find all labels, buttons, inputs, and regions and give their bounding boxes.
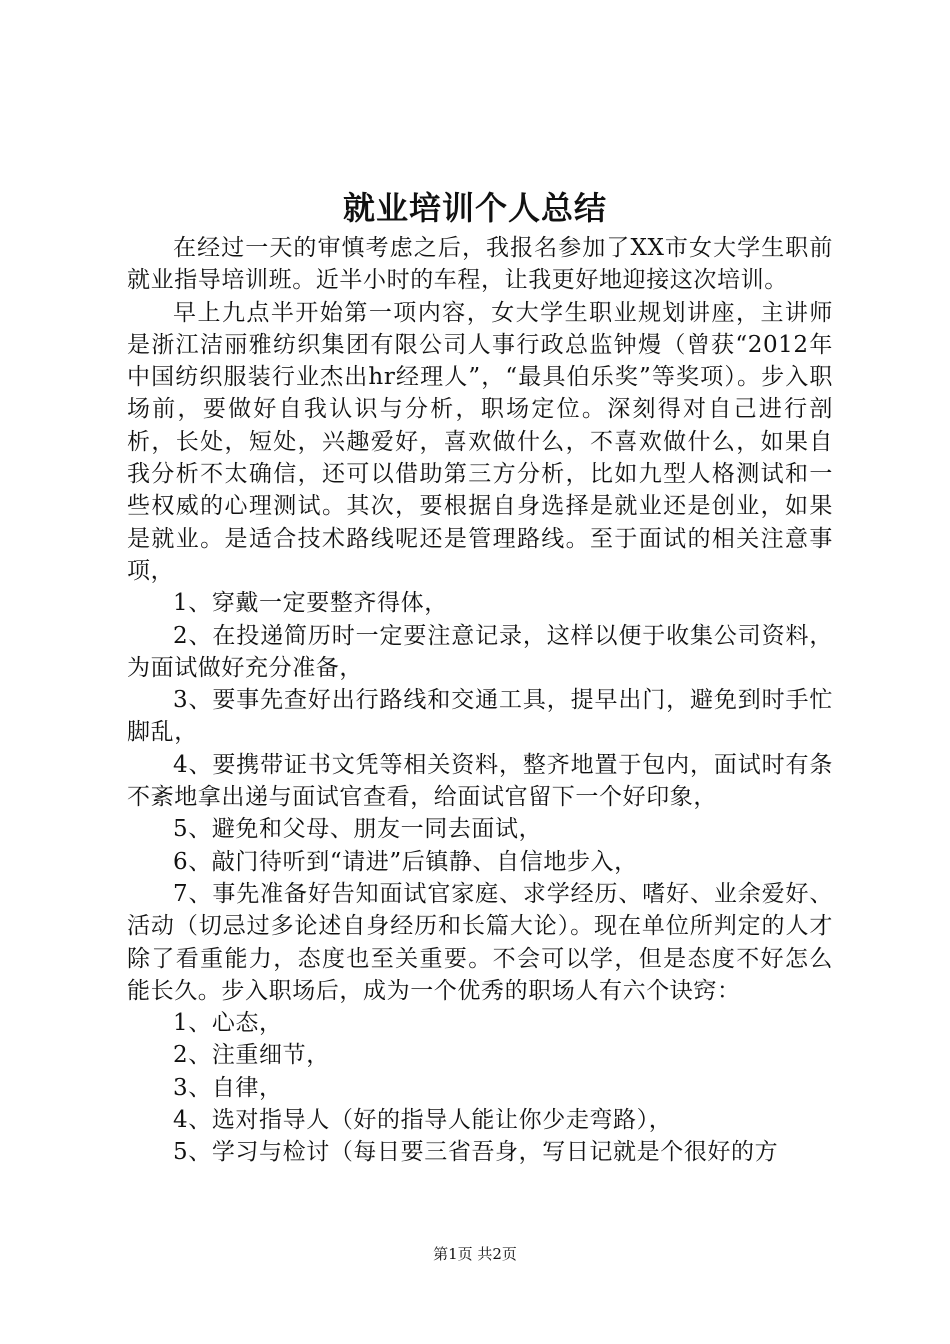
list-item: 4、要携带证书文凭等相关资料，整齐地置于包内，面试时有条不紊地拿出递与面试官查看，给面试官留下一个好印象， bbox=[127, 751, 833, 811]
list-item: 2、注重细节， bbox=[173, 1042, 330, 1069]
document-title: 就业培训个人总结 bbox=[342, 189, 607, 227]
page-number-footer: 第1页 共2页 bbox=[433, 1245, 517, 1263]
list-item: 5、学习与检讨（每日要三省吾身，写日记就是个很好的方 bbox=[173, 1139, 779, 1166]
list-item: 7、事先准备好告知面试官家庭、求学经历、嗜好、业余爱好、活动（切忌过多论述自身经历和长篇大论）。现在单位所判定的人才除了看重能力，态度也至关重要。不会可以学，但是态度不好怎么能长久。步入职场后，成为一个优秀的职场人有六个诀窍： bbox=[127, 880, 833, 1004]
list-item: 1、穿戴一定要整齐得体， bbox=[173, 590, 448, 617]
list-item: 6、敲门待听到“请进”后镇静、自信地步入， bbox=[173, 848, 638, 875]
list-item: 4、选对指导人（好的指导人能让你少走弯路）， bbox=[173, 1107, 673, 1134]
list-item: 1、心态， bbox=[173, 1010, 283, 1037]
paragraph: 早上九点半开始第一项内容，女大学生职业规划讲座，主讲师是浙江洁丽雅纺织集团有限公司人事行政总监钟熳（曾获“2012年中国纺织服装行业杰出hr经理人”，“最具伯乐奖”等奖项）。步入职场前，要做好自我认识与分析，职场定位。深刻得对自己进行剖析，长处，短处，兴趣爱好，喜欢做什么，不喜欢做什么，如果自我分析不太确信，还可以借助第三方分析，比如九型人格测试和一些权威的心理测试。其次，要根据自身选择是就业还是创业，如果是就业。是适合技术路线呢还是管理路线。至于面试的相关注意事项， bbox=[127, 299, 833, 584]
list-item: 5、避免和父母、朋友一同去面试， bbox=[173, 816, 543, 843]
document-body bbox=[127, 232, 833, 1169]
list-item: 3、要事先查好出行路线和交通工具，提早出门，避免到时手忙脚乱， bbox=[127, 687, 833, 746]
paragraph: 在经过一天的审慎考虑之后，我报名参加了XX市女大学生职前就业指导培训班。近半小时的车程，让我更好地迎接这次培训。 bbox=[127, 235, 833, 294]
list-item: 2、在投递简历时一定要注意记录，这样以便于收集公司资料，为面试做好充分准备， bbox=[127, 622, 833, 681]
list-item: 3、自律， bbox=[173, 1074, 283, 1101]
